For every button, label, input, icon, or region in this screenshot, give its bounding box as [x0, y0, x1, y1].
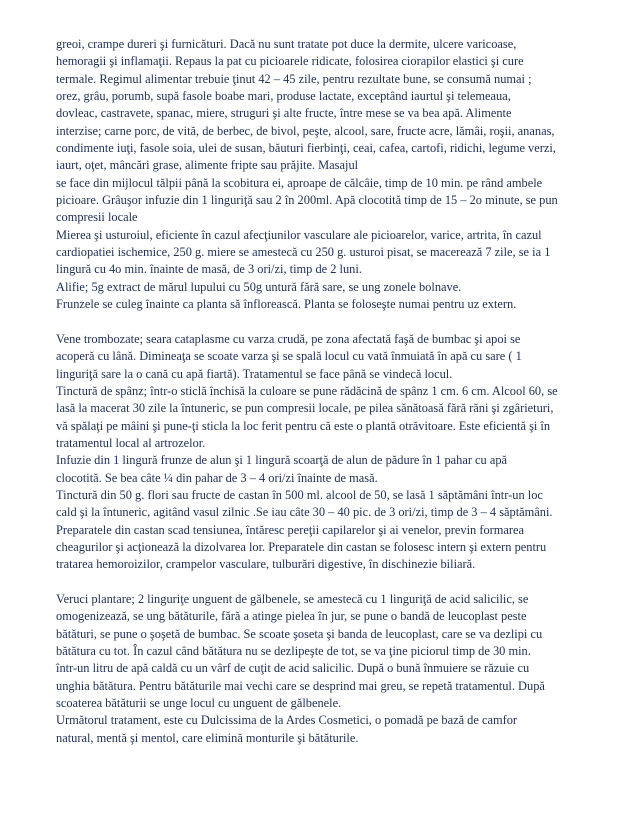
paragraph-varice [56, 36, 604, 314]
text-line: clocotită. Se bea câte ¼ din pahar de 3 – 4 ori/zi înainte de masă. [56, 470, 378, 485]
text-line: unghia bătătura. Pentru bătăturile mai vechi care se desprind mai greu, se repetă tratamentul. După [56, 678, 545, 693]
text-line: hemoragii şi inflamaţii. Repaus la pat cu picioarele ridicate, folosirea ciorapilor elastici şi cure [56, 54, 524, 69]
text-line: lingură cu 4o min. înainte de masă, de 3 ori/zi, timp de 2 luni. [56, 262, 362, 277]
text-line: Mierea şi usturoiul, eficiente în cazul afecţiunilor vasculare ale picioarelor, varice, artrita, în cazul [56, 227, 542, 242]
paragraph-veruci-plantare [56, 591, 604, 747]
text-line: Următorul tratament, este cu Dulcissima de la Ardes Cosmetici, o pomadă pe bază de camfor [56, 713, 518, 728]
text-line: Tinctură de spânz; într-o sticlă închisă la culoare se pune rădăcină de spânz 1 cm. 6 cm. Alcool 60, se [56, 383, 558, 398]
text-line: linguriţă sare la o cană cu apă fiartă). Tratamentul se face până se vindecă locul. [56, 366, 453, 381]
paragraph-vene-trombozate [56, 331, 604, 574]
text-line: Preparatele din castan scad tensiunea, întăresc pereţii capilarelor şi ai venelor, previn formarea [56, 522, 525, 537]
text-line: Tinctură din 50 g. flori sau fructe de castan în 500 ml. alcool de 50, se lasă 1 săptămâni într-un loc [56, 487, 543, 502]
text-line: lasă la macerat 30 zile la întuneric, se pun compresii locale, pe pilea sănătoasă fără răni şi zgârieturi, [56, 401, 554, 416]
text-line: picioare. Grâuşor infuzie din 1 linguriţă sau 2 în 200ml. Apă clocotită timp de 15 – 2o minute, se pun [56, 193, 558, 208]
text-line: cheagurilor şi acţionează la dizolvarea lor. Preparatele din castan se folosesc intern şi extern pentru [56, 539, 547, 554]
text-line: natural, mentă şi mentol, care elimină monturile şi bătăturile. [56, 730, 359, 745]
text-line: Frunzele se culeg înainte ca planta să înflorească. Planta se foloseşte numai pentru uz extern. [56, 297, 517, 312]
text-line: se face din mijlocul tălpii până la scobitura ei, aproape de călcâie, timp de 10 min. pe rând ambele [56, 175, 543, 190]
text-line: acoperă cu lână. Dimineaţa se scoate varza şi se spală locul cu vată înmuiată în apă cu sare ( 1 [56, 349, 522, 364]
text-line: tratamentul local al artrozelor. [56, 435, 206, 450]
text-line: Veruci plantare; 2 linguriţe unguent de gălbenele, se amestecă cu 1 linguriţă de acid salicilic, se [56, 592, 529, 606]
text-line: termale. Regimul alimentar trebuie ţinut 42 – 45 zile, pentru rezultate bune, se consumă numai ; [56, 71, 532, 86]
text-line: bătătura cu tot. În cazul când bătătura nu se dezlipeşte de tot, se va ţine piciorul timp de 30 min. [56, 644, 531, 659]
text-line: iaurt, oţet, mâncări grase, alimente fripte sau prăjite. Masajul [56, 158, 359, 173]
text-line: Vene trombozate; seara cataplasme cu varza crudă, pe zona afectată faşă de bumbac şi apoi se [56, 331, 521, 346]
text-line: omogenizează, se ung bătăturile, fără a atinge pielea în jur, se pune o bandă de leucoplast peste [56, 609, 527, 624]
text-line: vă spălaţi pe mâini şi pune-ţi sticla la loc ferit pentru că este o plantă otrăvitoare. Este eficientă şi în [56, 418, 551, 433]
text-line: bătături, se pune o şoşetă de bumbac. Se scoate şoseta şi banda de leucoplast, care se va dezlipi cu [56, 626, 543, 641]
text-line: orez, grâu, porumb, supă fasole boabe mari, produse lactate, exceptând iaurtul şi telemeaua, [56, 89, 511, 104]
text-line: condimente iuţi, fasole soia, ulei de susan, băuturi fierbinţi, ceai, cafea, cartofi, ridichi, legume verzi, [56, 141, 556, 156]
text-line: interzise; carne porc, de vită, de berbec, de bivol, peşte, alcool, sare, fructe acre, lămâi, roşii, ananas, [56, 123, 555, 138]
text-line: tratarea hemoroizilor, crampelor vasculare, tulburări digestive, în dischinezie biliară. [56, 557, 476, 572]
paragraph-gap [56, 314, 604, 331]
text-line: dovleac, castravete, spanac, miere, struguri şi alte fructe, între mese se va bea apă. Alimente [56, 106, 512, 121]
text-line: compresii locale [56, 210, 138, 225]
text-line: într-un litru de apă caldă cu un vârf de cuţit de acid salicilic. După o bună înmuiere se răzuie cu [56, 661, 530, 676]
text-line: greoi, crampe dureri şi furnicături. Dacă nu sunt tratate pot duce la dermite, ulcere varicoase, [56, 37, 517, 51]
text-line: Infuzie din 1 lingură frunze de alun şi 1 lingură scoarţă de alun de pădure în 1 pahar cu apă [56, 453, 508, 468]
paragraph-gap [56, 574, 604, 591]
document-page [56, 36, 604, 747]
text-line: scoaterea bătăturii se unge locul cu unguent de gălbenele. [56, 696, 342, 711]
text-line: cardiopatiei ischemice, 250 g. miere se amestecă cu 250 g. usturoi pisat, se macerează 7 zile, se ia 1 [56, 245, 551, 260]
text-line: Alifie; 5g extract de mărul lupului cu 50g untură fără sare, se ung zonele bolnave. [56, 279, 462, 294]
text-line: cald şi la întuneric, agitând vasul zilnic .Se iau câte 30 – 40 pic. de 3 ori/zi, timp de 3 – 4 săptămâni. [56, 505, 553, 520]
